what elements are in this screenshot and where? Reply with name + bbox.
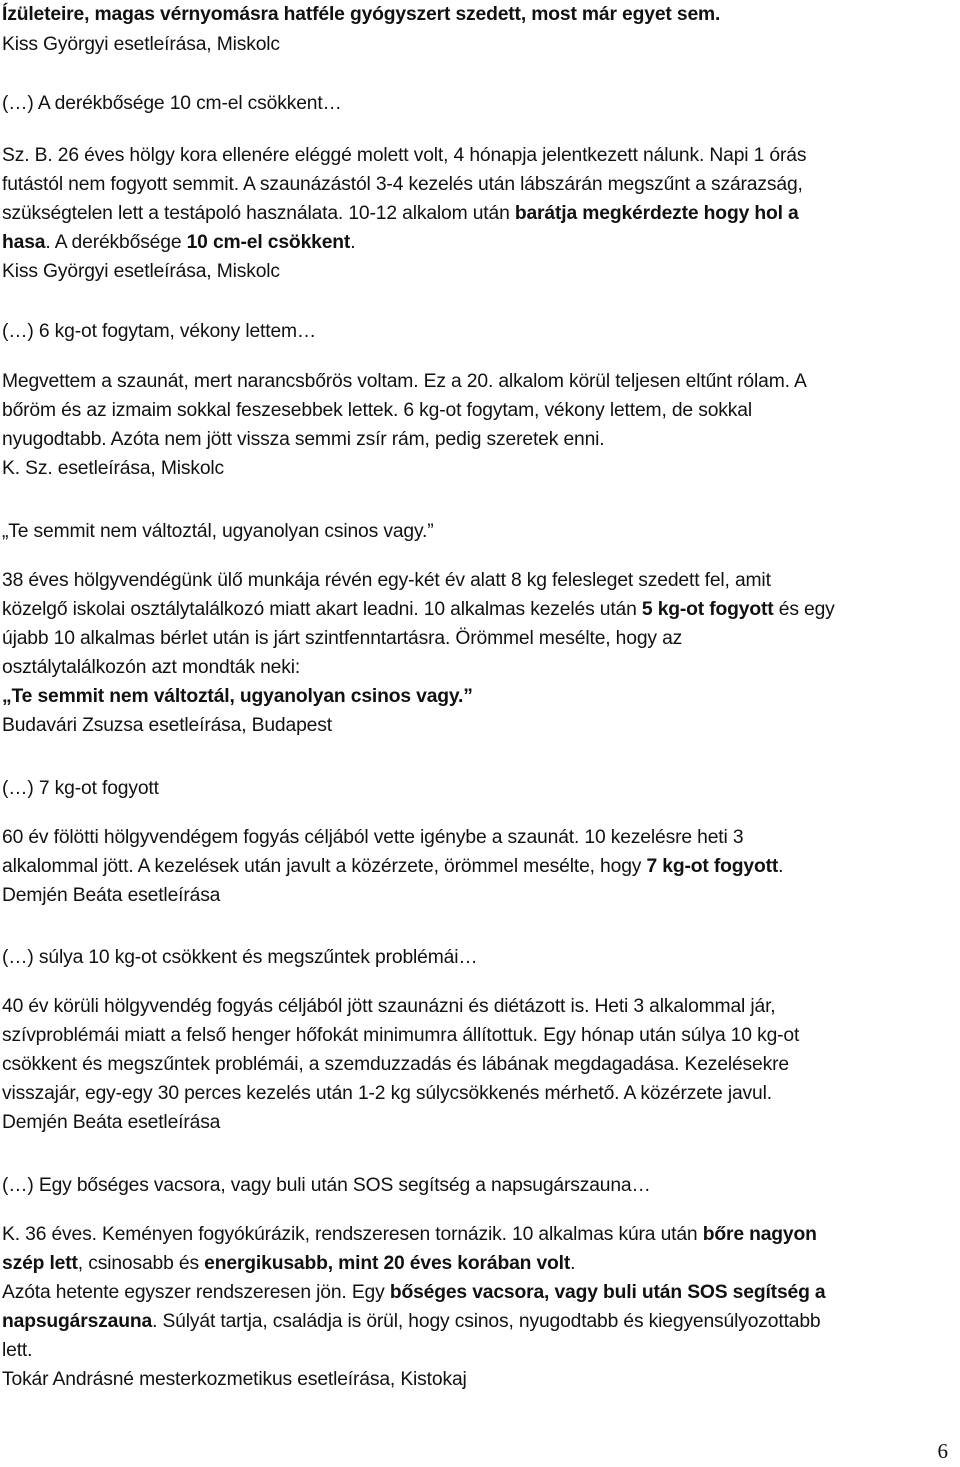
text-line — [2, 1171, 651, 1200]
text-line — [2, 257, 280, 286]
text-line — [2, 1365, 467, 1394]
text-segment: K. Sz. esetleírása, Miskolc — [2, 458, 225, 479]
text-line — [2, 454, 224, 483]
text-line — [2, 1108, 220, 1137]
text-line — [2, 1307, 821, 1336]
text-segment: . — [350, 232, 356, 253]
text-line — [2, 396, 752, 425]
text-segment: „Te semmit nem változtál, ugyanolyan csinos vagy.” — [2, 521, 434, 542]
text-segment: Demjén Beáta esetleírása — [2, 1112, 221, 1133]
bold-text: szép lett — [2, 1253, 78, 1274]
bold-text: bőre nagyon — [702, 1224, 817, 1245]
text-line — [2, 170, 803, 199]
text-line — [2, 317, 316, 346]
bold-text: 10 cm-el csökkent — [186, 232, 351, 253]
text-line — [2, 595, 835, 624]
text-line — [2, 425, 605, 454]
text-line — [2, 566, 771, 595]
text-segment: Tokár Andrásné mesterkozmetikus esetleírása, Kistokaj — [2, 1369, 467, 1390]
text-line — [2, 1079, 772, 1108]
text-segment: lett. — [2, 1340, 33, 1361]
text-line — [2, 141, 806, 170]
text-segment: osztálytalálkozón azt mondták neki: — [2, 657, 301, 678]
text-line — [2, 653, 300, 682]
text-segment: 40 év körüli hölgyvendég fogyás céljából jött szaunázni és diétázott is. Heti 3 alkalommal jár, — [2, 996, 776, 1017]
text-segment: Sz. B. 26 éves hölgy kora ellenére eléggé molett volt, 4 hónapja jelentkezett nálunk. Napi 1 órás — [2, 145, 807, 166]
text-segment: alkalommal jött. A kezelések után javult a közérzete, örömmel mesélte, hogy — [2, 856, 647, 877]
text-segment: . — [570, 1253, 576, 1274]
text-segment: Demjén Beáta esetleírása — [2, 885, 221, 906]
text-segment: . — [778, 856, 784, 877]
text-line — [2, 1249, 575, 1278]
text-segment: . Súlyát tartja, családja is örül, hogy csinos, nyugodtabb és kiegyensúlyozottabb — [152, 1311, 821, 1332]
text-segment: (…) 7 kg-ot fogyott — [2, 778, 159, 799]
text-segment: nyugodtabb. Azóta nem jött vissza semmi zsír rám, pedig szeretek enni. — [2, 429, 605, 450]
text-segment: Azóta hetente egyszer rendszeresen jön. Egy — [2, 1282, 390, 1303]
bold-text: 5 kg-ot fogyott — [641, 599, 774, 620]
bold-text: Ízületeire, magas vérnyomásra hatféle gyógyszert szedett, most már egyet sem. — [2, 4, 721, 25]
text-line — [2, 774, 159, 803]
text-segment: Megvettem a szaunát, mert narancsbőrös voltam. Ez a 20. alkalom körül teljesen eltűnt rólam. A — [2, 371, 807, 392]
text-segment: (…) Egy bőséges vacsora, vagy buli után SOS segítség a napsugárszauna… — [2, 1175, 651, 1196]
text-segment: (…) 6 kg-ot fogytam, vékony lettem… — [2, 321, 317, 342]
text-segment: K. 36 éves. Keményen fogyókúrázik, rendszeresen tornázik. 10 alkalmas kúra után — [2, 1224, 703, 1245]
bold-text: hasa — [2, 232, 46, 253]
text-line — [2, 943, 478, 972]
bold-text: bőséges vacsora, vagy buli után SOS segítség a — [389, 1282, 826, 1303]
text-segment: 60 év fölötti hölgyvendégem fogyás céljából vette igénybe a szaunát. 10 kezelésre heti 3 — [2, 827, 744, 848]
text-segment: szükségtelen lett a testápoló használata. 10-12 alkalom után — [2, 203, 515, 224]
bold-text: napsugárszauna — [2, 1311, 153, 1332]
text-segment: Budavári Zsuzsa esetleírása, Budapest — [2, 715, 332, 736]
bold-text: barátja megkérdezte hogy hol a — [514, 203, 799, 224]
bold-text: energikusabb, mint 20 éves korában volt — [204, 1253, 571, 1274]
bold-text: 7 kg-ot fogyott — [646, 856, 779, 877]
text-line — [2, 881, 220, 910]
text-segment: (…) A derékbősége 10 cm-el csökkent… — [2, 93, 342, 114]
text-line — [2, 1050, 789, 1079]
text-line — [2, 517, 434, 546]
text-line — [2, 0, 720, 29]
text-line — [2, 30, 280, 59]
text-line — [2, 624, 682, 653]
text-line — [2, 1220, 817, 1249]
text-segment: szívproblémái miatt a felső henger hőfokát minimumra állítottuk. Egy hónap után súlya 10 kg-ot — [2, 1025, 800, 1046]
text-segment: futástól nem fogyott semmit. A szaunázástól 3-4 kezelés után lábszárán megszűnt a szárazság, — [2, 174, 803, 195]
text-line — [2, 823, 743, 852]
text-segment: és egy — [773, 599, 835, 620]
text-segment: 38 éves hölgyvendégünk ülő munkája révén egy-két év alatt 8 kg felesleget szedett fel, amit — [2, 570, 771, 591]
text-line — [2, 1336, 32, 1365]
text-line — [2, 682, 473, 711]
text-line — [2, 711, 332, 740]
text-segment: csökkent és megszűntek problémái, a szemduzzadás és lábának megdagadása. Kezelésekre — [2, 1054, 789, 1075]
text-line — [2, 89, 342, 118]
page-number: 6 — [937, 1439, 948, 1463]
text-line — [2, 199, 799, 228]
text-segment: újabb 10 alkalmas bérlet után is járt szintfenntartásra. Örömmel mesélte, hogy az — [2, 628, 683, 649]
text-segment: (…) súlya 10 kg-ot csökkent és megszűntek problémái… — [2, 947, 478, 968]
text-segment: Kiss Györgyi esetleírása, Miskolc — [2, 261, 280, 282]
text-line — [2, 228, 355, 257]
text-line — [2, 992, 776, 1021]
text-segment: , csinosabb és — [77, 1253, 205, 1274]
text-segment: visszajár, egy-egy 30 perces kezelés után 1-2 kg súlycsökkenés mérhető. A közérzete javul. — [2, 1083, 772, 1104]
text-line — [2, 1021, 799, 1050]
text-line — [2, 852, 783, 881]
text-segment: közelgő iskolai osztálytalálkozó miatt akart leadni. 10 alkalmas kezelés után — [2, 599, 642, 620]
bold-text: „Te semmit nem változtál, ugyanolyan csinos vagy.” — [2, 686, 473, 707]
text-segment: bőröm és az izmaim sokkal feszesebbek lettek. 6 kg-ot fogytam, vékony lettem, de sokkal — [2, 400, 752, 421]
text-segment: Kiss Györgyi esetleírása, Miskolc — [2, 34, 280, 55]
text-line — [2, 367, 807, 396]
text-line — [2, 1278, 826, 1307]
text-segment: . A derékbősége — [45, 232, 187, 253]
